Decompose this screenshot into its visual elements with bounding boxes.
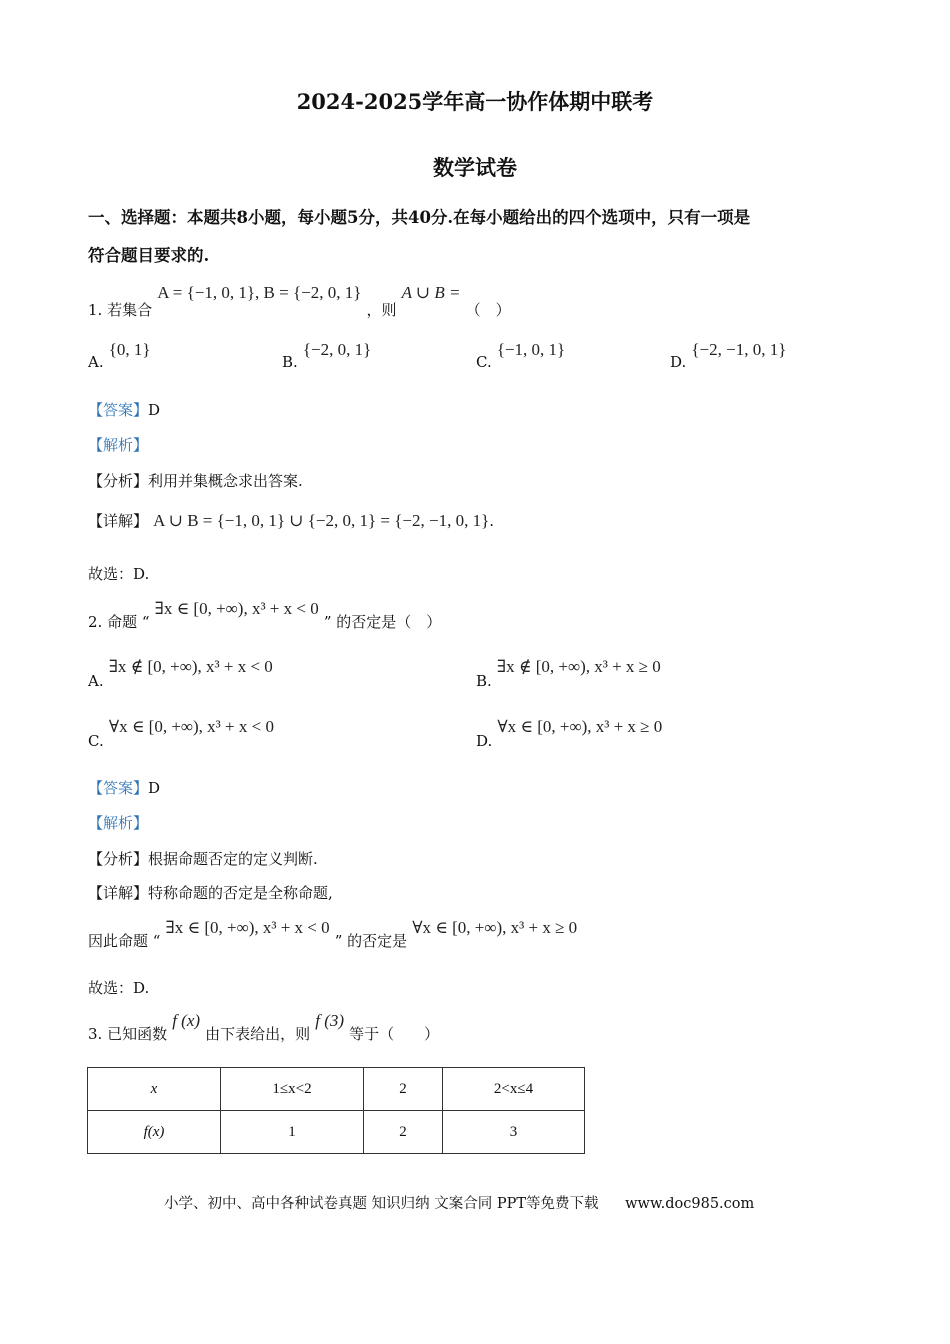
q1-stem-mid: ，则 xyxy=(366,301,397,319)
q1-fenxi: 【分析】利用并集概念求出答案. xyxy=(88,472,303,490)
q1-detail-math: A ∪ B = {−1, 0, 1} ∪ {−2, 0, 1} = {−2, −1, 0, 1} xyxy=(153,511,490,530)
q2-option-b-math: ∃x ∉ [0, +∞), x³ + x ≥ 0 xyxy=(496,657,661,676)
q3-stem-prefix: 3. 已知函数 xyxy=(88,1025,168,1043)
q2-option-c-label: C. xyxy=(88,732,104,750)
footer-text: 小学、初中、高中各种试卷真题 知识归纳 文案合同 PPT等免费下载 xyxy=(164,1196,599,1212)
q2-option-c xyxy=(88,717,274,750)
q1-stem-suffix: （ ） xyxy=(465,301,511,319)
table-cell: x xyxy=(88,1068,221,1111)
q2-option-d-math: ∀x ∈ [0, +∞), x³ + x ≥ 0 xyxy=(497,717,663,736)
table-row xyxy=(88,1111,585,1154)
q1-option-a xyxy=(88,340,151,371)
q2-detail-line2 xyxy=(88,917,578,950)
q1-answer xyxy=(88,399,160,420)
q1-answer-tag: 【答案】 xyxy=(88,401,149,419)
q1-stem-math: A = {−1, 0, 1}, B = {−2, 0, 1} xyxy=(157,283,362,302)
table-cell: 2<x≤4 xyxy=(443,1068,585,1111)
q1-option-c-math: {−1, 0, 1} xyxy=(496,340,566,359)
q2-stem xyxy=(88,598,442,631)
exam-title: 2024-2025学年高一协作体期中联考 xyxy=(296,89,654,114)
q2-detail2-math: ∃x ∈ [0, +∞), x³ + x < 0 xyxy=(165,918,330,937)
page-footer xyxy=(164,1192,754,1213)
q2-option-d-label: D. xyxy=(476,732,493,750)
q2-stem-math: ∃x ∈ [0, +∞), x³ + x < 0 xyxy=(154,599,319,618)
table-cell: 3 xyxy=(443,1111,585,1154)
function-table xyxy=(87,1067,585,1154)
q2-detail2-prefix: 因此命题 “ xyxy=(88,932,161,950)
q3-stem-mid: 由下表给出，则 xyxy=(205,1025,311,1043)
section-heading-line2: 符合题目要求的. xyxy=(88,246,210,265)
q2-answer-value: D xyxy=(148,779,161,797)
q1-option-d-label: D. xyxy=(670,353,687,371)
q1-option-b-label: B. xyxy=(282,353,298,371)
q2-detail2-math2: ∀x ∈ [0, +∞), x³ + x ≥ 0 xyxy=(412,918,578,937)
q2-detail-line1: 【详解】特称命题的否定是全称命题, xyxy=(88,884,333,902)
q3-stem-math2: f (3) xyxy=(315,1011,345,1030)
q1-conclusion: 故选：D. xyxy=(88,565,150,583)
q1-stem xyxy=(88,282,511,319)
q2-answer-tag: 【答案】 xyxy=(88,779,149,797)
q1-detail xyxy=(88,510,494,531)
q1-option-c xyxy=(476,340,566,371)
q2-fenxi: 【分析】根据命题否定的定义判断. xyxy=(88,850,318,868)
section-heading-line1: 一、选择题：本题共8小题，每小题5分，共40分.在每小题给出的四个选项中，只有一项是 xyxy=(88,208,751,227)
q3-stem-math: f (x) xyxy=(172,1011,201,1030)
table-cell: 2 xyxy=(364,1068,443,1111)
q2-option-b-label: B. xyxy=(476,672,492,690)
q1-detail-end: . xyxy=(489,512,495,530)
q1-stem-prefix: 1. 若集合 xyxy=(88,301,153,319)
q1-stem-math2: A ∪ B = xyxy=(401,283,461,302)
q3-stem-suffix: 等于（ ） xyxy=(349,1025,440,1043)
q2-analysis-tag: 【解析】 xyxy=(88,814,149,832)
table-cell: 1 xyxy=(221,1111,364,1154)
table-cell: 1≤x<2 xyxy=(221,1068,364,1111)
q1-option-d xyxy=(670,340,787,371)
q1-answer-value: D xyxy=(148,401,161,419)
q1-option-b-math: {−2, 0, 1} xyxy=(302,340,372,359)
exam-subtitle: 数学试卷 xyxy=(433,155,517,180)
q1-option-a-label: A. xyxy=(88,353,104,371)
table-header-row xyxy=(88,1068,585,1111)
q1-option-a-math: {0, 1} xyxy=(108,340,151,359)
q2-option-b xyxy=(476,657,661,690)
q2-option-d xyxy=(476,717,663,750)
table-cell: 2 xyxy=(364,1111,443,1154)
table-cell: f(x) xyxy=(88,1111,221,1154)
q2-answer xyxy=(88,777,160,798)
q2-option-c-math: ∀x ∈ [0, +∞), x³ + x < 0 xyxy=(108,717,274,736)
q1-analysis-tag: 【解析】 xyxy=(88,436,149,454)
q1-option-d-math: {−2, −1, 0, 1} xyxy=(691,340,787,359)
q2-detail2-mid: ” 的否定是 xyxy=(334,932,408,950)
q1-detail-tag: 【详解】 xyxy=(88,512,149,530)
q2-stem-suffix: ” 的否定是（ ） xyxy=(323,613,442,631)
q1-option-b xyxy=(282,340,372,371)
q2-stem-prefix: 2. 命题 “ xyxy=(88,613,150,631)
q2-option-a xyxy=(88,657,273,690)
q3-stem xyxy=(88,1010,440,1043)
q2-option-a-math: ∃x ∉ [0, +∞), x³ + x < 0 xyxy=(108,657,273,676)
footer-site: www.doc985.com xyxy=(625,1196,755,1212)
q1-option-c-label: C. xyxy=(476,353,492,371)
q2-option-a-label: A. xyxy=(88,672,104,690)
q2-conclusion: 故选：D. xyxy=(88,979,150,997)
